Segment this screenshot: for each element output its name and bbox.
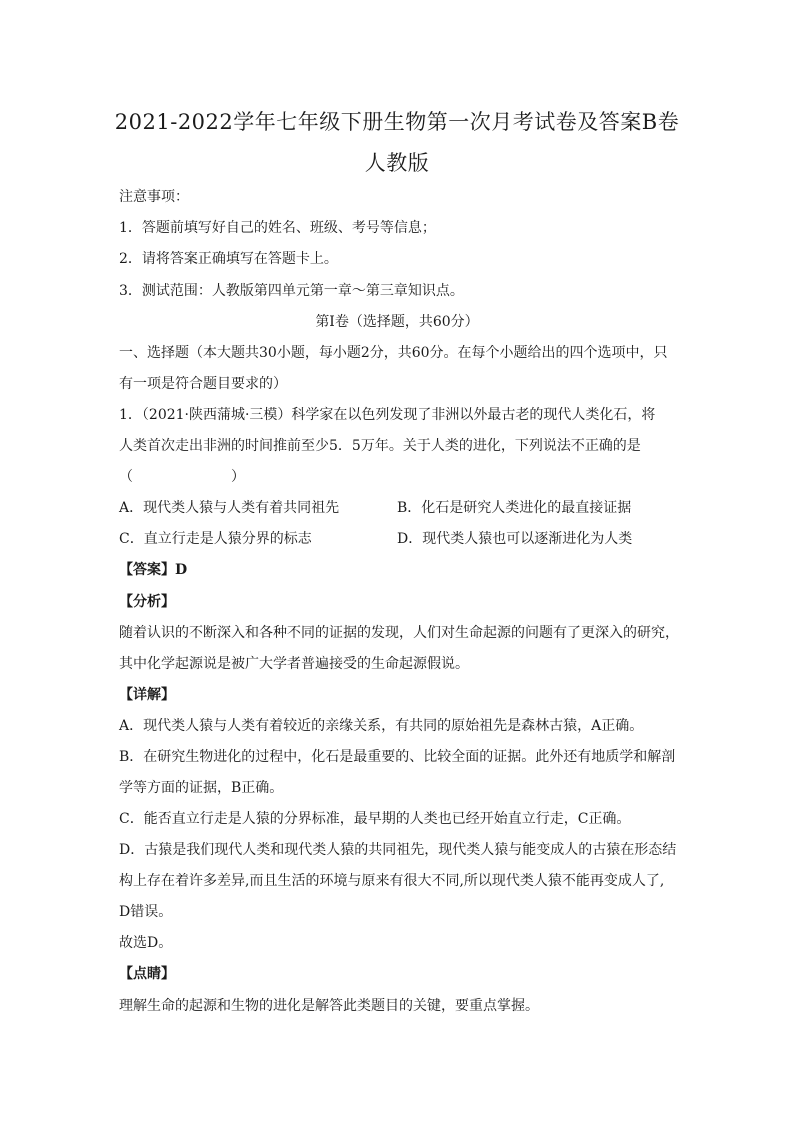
option-b: B．化石是研究人类进化的最直接证据 — [397, 500, 632, 516]
comment-heading: 【点睛】 — [119, 966, 175, 982]
question-stem-line-2: 人类首次走出非洲的时间推前至少5．5万年。关于人类的进化，下列说法不正确的是 — [119, 438, 641, 454]
analysis-line-2: 其中化学起源说是被广大学者普遍接受的生命起源假说。 — [119, 656, 469, 672]
detail-b-line-1: B．在研究生物进化的过程中，化石是最重要的、比较全面的证据。此外还有地质学和解剖 — [119, 749, 676, 765]
notice-heading: 注意事项： — [119, 189, 189, 205]
page-title: 2021-2022学年七年级下册生物第一次月考试卷及答案B卷 — [114, 110, 680, 134]
detail-d-line-3: D错误。 — [119, 904, 173, 920]
notice-item-2: 2．请将答案正确填写在答题卡上。 — [119, 251, 338, 267]
part-intro-line-2: 有一项是符合题目要求的） — [119, 376, 287, 392]
detail-b-line-2: 学等方面的证据，B正确。 — [119, 780, 284, 796]
detail-d-line-2: 构上存在着许多差异,而且生活的环境与原来有很大不同,所以现代类人猿不能再变成人了, — [119, 873, 665, 889]
conclusion: 故选D。 — [119, 935, 173, 951]
detail-d-line-1: D．古猿是我们现代人类和现代类人猿的共同祖先，现代类人猿与能变成人的古猿在形态结 — [119, 842, 677, 858]
detail-c: C．能否直立行走是人猿的分界标准，最早期的人类也已经开始直立行走，C正确。 — [119, 811, 631, 827]
notice-item-1: 1．答题前填写好自己的姓名、班级、考号等信息； — [119, 220, 436, 236]
answer-line: 【答案】D — [119, 562, 188, 578]
analysis-heading: 【分析】 — [119, 594, 175, 610]
option-c: C．直立行走是人猿分界的标志 — [119, 531, 312, 547]
analysis-line-1: 随着认识的不断深入和各种不同的证据的发现，人们对生命起源的问题有了更深入的研究， — [119, 625, 679, 641]
part-intro-line-1: 一、选择题（本大题共30小题，每小题2分，共60分。在每个小题给出的四个选项中，只 — [119, 345, 668, 361]
section-title: 第I卷（选择题，共60分） — [315, 314, 479, 330]
question-stem-line-1: 1．（2021·陕西蒲城·三模）科学家在以色列发现了非洲以外最古老的现代人类化石，将 — [119, 407, 656, 423]
answer-blank: （ ） — [119, 469, 245, 485]
detail-a: A．现代类人猿与人类有着较近的亲缘关系，有共同的原始祖先是森林古猿，A正确。 — [119, 718, 644, 734]
notice-item-3: 3．测试范围：人教版第四单元第一章～第三章知识点。 — [119, 283, 464, 299]
detail-heading: 【详解】 — [119, 687, 175, 703]
option-d: D．现代类人猿也可以逐渐进化为人类 — [397, 531, 633, 547]
option-a: A．现代类人猿与人类有着共同祖先 — [119, 500, 340, 516]
page-subtitle: 人教版 — [364, 151, 430, 175]
comment-text: 理解生命的起源和生物的进化是解答此类题目的关键，要重点掌握。 — [119, 998, 539, 1014]
